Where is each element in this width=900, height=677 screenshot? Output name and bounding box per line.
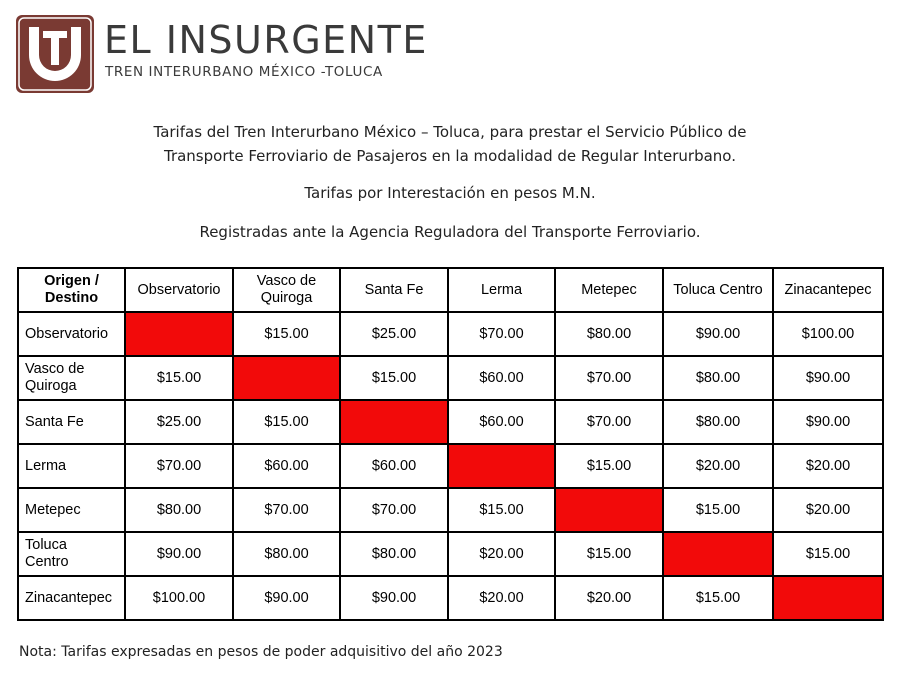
fare-cell: $70.00 [125, 444, 233, 488]
table-row [18, 356, 883, 400]
row-header: Observatorio [18, 312, 125, 356]
fare-cell: $70.00 [555, 356, 663, 400]
fare-table [17, 267, 884, 621]
fare-cell: $90.00 [773, 400, 883, 444]
column-header: Observatorio [125, 268, 233, 312]
fare-cell: $20.00 [448, 532, 555, 576]
row-header: Zinacantepec [18, 576, 125, 620]
fare-cell: $80.00 [555, 312, 663, 356]
fare-cell: $70.00 [555, 400, 663, 444]
tariff-unit-text: Tarifas por Interestación en pesos M.N. [304, 184, 596, 202]
fare-cell: $20.00 [555, 576, 663, 620]
fare-cell: $20.00 [773, 488, 883, 532]
fare-cell: $15.00 [773, 532, 883, 576]
row-header: Vasco de Quiroga [18, 356, 125, 400]
fare-cell: $90.00 [663, 312, 773, 356]
brand-subtitle: TREN INTERURBANO MÉXICO -TOLUCA [105, 64, 383, 80]
fare-cell: $15.00 [233, 312, 340, 356]
table-header-row [18, 268, 883, 312]
same-station-cell [340, 400, 448, 444]
fare-cell: $80.00 [233, 532, 340, 576]
intro-line: Transporte Ferroviario de Pasajeros en la modalidad de Regular Interurbano. [163, 147, 736, 165]
fare-cell: $25.00 [340, 312, 448, 356]
same-station-cell [663, 532, 773, 576]
fare-cell: $60.00 [448, 400, 555, 444]
fare-cell: $15.00 [663, 488, 773, 532]
fare-cell: $15.00 [233, 400, 340, 444]
fare-cell: $15.00 [125, 356, 233, 400]
same-station-cell [125, 312, 233, 356]
fare-cell: $60.00 [340, 444, 448, 488]
fare-cell: $60.00 [448, 356, 555, 400]
fare-cell: $90.00 [233, 576, 340, 620]
table-row [18, 312, 883, 356]
column-header: Santa Fe [340, 268, 448, 312]
registration-text: Registradas ante la Agencia Reguladora del Transporte Ferroviario. [199, 223, 701, 241]
column-header: Lerma [448, 268, 555, 312]
table-row [18, 444, 883, 488]
fare-cell: $70.00 [233, 488, 340, 532]
fare-table-body [18, 312, 883, 620]
row-header: Metepec [18, 488, 125, 532]
column-header: Metepec [555, 268, 663, 312]
same-station-cell [773, 576, 883, 620]
intro-paragraph [0, 120, 900, 168]
fare-cell: $80.00 [340, 532, 448, 576]
table-row [18, 400, 883, 444]
fare-cell: $20.00 [663, 444, 773, 488]
tren-insurgente-logo-icon [16, 15, 94, 93]
fare-cell: $15.00 [555, 532, 663, 576]
fare-cell: $15.00 [555, 444, 663, 488]
fare-cell: $60.00 [233, 444, 340, 488]
column-header: Toluca Centro [663, 268, 773, 312]
table-row [18, 576, 883, 620]
fare-cell: $90.00 [773, 356, 883, 400]
row-header: Santa Fe [18, 400, 125, 444]
fare-cell: $15.00 [663, 576, 773, 620]
same-station-cell [233, 356, 340, 400]
fare-cell: $70.00 [448, 312, 555, 356]
fare-cell: $80.00 [663, 356, 773, 400]
origin-destination-header: Origen / Destino [18, 268, 125, 312]
fare-cell: $90.00 [125, 532, 233, 576]
fare-cell: $70.00 [340, 488, 448, 532]
fare-cell: $100.00 [773, 312, 883, 356]
column-header: Vasco de Quiroga [233, 268, 340, 312]
fare-cell: $20.00 [773, 444, 883, 488]
fare-cell: $90.00 [340, 576, 448, 620]
fare-cell: $20.00 [448, 576, 555, 620]
fare-cell: $15.00 [340, 356, 448, 400]
intro-line: Tarifas del Tren Interurbano México – Toluca, para prestar el Servicio Público de [153, 123, 747, 141]
row-header: Lerma [18, 444, 125, 488]
fare-cell: $100.00 [125, 576, 233, 620]
fare-cell: $80.00 [663, 400, 773, 444]
fare-cell: $25.00 [125, 400, 233, 444]
brand-name: EL INSURGENTE [104, 18, 428, 62]
row-header: Toluca Centro [18, 532, 125, 576]
brand-logo [16, 15, 94, 93]
same-station-cell [555, 488, 663, 532]
fare-cell: $80.00 [125, 488, 233, 532]
fare-cell: $15.00 [448, 488, 555, 532]
table-row [18, 488, 883, 532]
column-header: Zinacantepec [773, 268, 883, 312]
footnote: Nota: Tarifas expresadas en pesos de poder adquisitivo del año 2023 [19, 644, 503, 660]
same-station-cell [448, 444, 555, 488]
table-row [18, 532, 883, 576]
